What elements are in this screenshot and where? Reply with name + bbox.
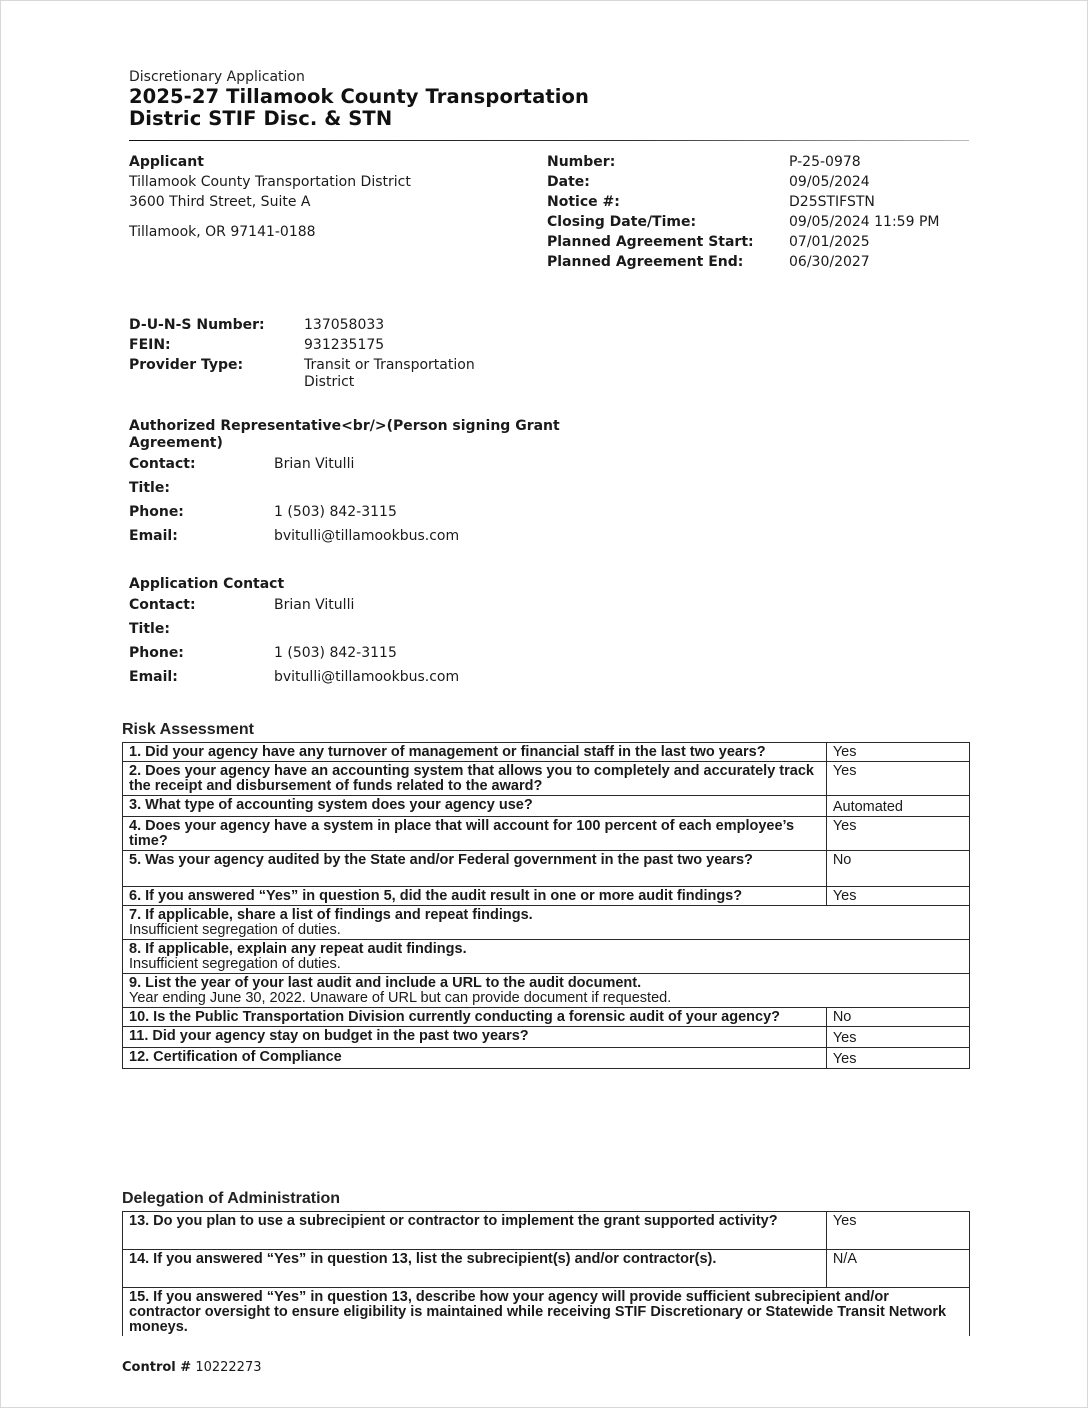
answer: Yes bbox=[826, 1212, 969, 1250]
applicant-address: 3600 Third Street, Suite A bbox=[129, 194, 311, 210]
answer: N/A bbox=[826, 1250, 969, 1288]
question: 6. If you answered “Yes” in question 5, did the audit result in one or more audit findings? bbox=[123, 887, 827, 906]
answer: Yes bbox=[826, 817, 969, 851]
title-label: Title: bbox=[129, 480, 170, 496]
app-title-row bbox=[129, 617, 569, 641]
question: 12. Certification of Compliance bbox=[123, 1048, 827, 1069]
email-value: bvitulli@tillamookbus.com bbox=[274, 669, 460, 685]
app-email-row bbox=[129, 665, 569, 689]
meta-label: Closing Date/Time: bbox=[547, 214, 697, 230]
auth-contact-row bbox=[129, 452, 569, 476]
question: 2. Does your agency have an accounting system that allows you to completely and accurately track the receipt and disbursement of funds related to the award? bbox=[123, 762, 827, 796]
auth-email-row bbox=[129, 524, 569, 548]
risk-assessment-table bbox=[122, 742, 970, 1069]
contact-value: Brian Vitulli bbox=[274, 456, 355, 472]
duns-label: D-U-N-S Number: bbox=[129, 317, 265, 333]
phone-label: Phone: bbox=[129, 645, 184, 661]
applicant-block bbox=[129, 152, 529, 242]
question: 11. Did your agency stay on budget in the past two years? bbox=[123, 1027, 827, 1048]
question-full bbox=[123, 1288, 970, 1337]
provider-type-label: Provider Type: bbox=[129, 357, 244, 373]
meta-agreement-end bbox=[547, 252, 967, 272]
provider-type-row bbox=[129, 355, 524, 391]
duns-row bbox=[129, 315, 524, 335]
answer: Insufficient segregation of duties. bbox=[129, 956, 341, 972]
header-divider bbox=[129, 140, 969, 141]
question: 13. Do you plan to use a subrecipient or contractor to implement the grant supported activity? bbox=[123, 1212, 827, 1250]
risk-assessment-heading: Risk Assessment bbox=[122, 721, 254, 738]
page-title-line-1: 2025-27 Tillamook County Transportation bbox=[129, 85, 590, 108]
table-row bbox=[123, 940, 970, 974]
fein-row bbox=[129, 335, 524, 355]
meta-notice bbox=[547, 192, 967, 212]
application-contact-heading: Application Contact bbox=[129, 576, 285, 592]
meta-value: 06/30/2027 bbox=[789, 254, 870, 270]
applicant-city-state-zip: Tillamook, OR 97141-0188 bbox=[129, 224, 316, 240]
delegation-heading: Delegation of Administration bbox=[122, 1190, 341, 1207]
applicant-name: Tillamook County Transportation District bbox=[129, 174, 411, 190]
contact-label: Contact: bbox=[129, 597, 196, 613]
contact-label: Contact: bbox=[129, 456, 196, 472]
email-label: Email: bbox=[129, 528, 178, 544]
table-row bbox=[123, 817, 970, 851]
question: 3. What type of accounting system does your agency use? bbox=[123, 796, 827, 817]
table-row bbox=[123, 796, 970, 817]
fein-value: 931235175 bbox=[304, 337, 385, 353]
title-label: Title: bbox=[129, 621, 170, 637]
answer: Yes bbox=[826, 743, 969, 762]
answer: Yes bbox=[826, 762, 969, 796]
table-row bbox=[123, 974, 970, 1008]
application-meta bbox=[547, 152, 967, 272]
document-header bbox=[129, 69, 969, 130]
question: 4. Does your agency have a system in place that will account for 100 percent of each employee’s time? bbox=[123, 817, 827, 851]
meta-label: Planned Agreement End: bbox=[547, 254, 744, 270]
answer: Year ending June 30, 2022. Unaware of URL but can provide document if requested. bbox=[129, 990, 672, 1006]
auth-title-row bbox=[129, 476, 569, 500]
question-full bbox=[123, 974, 970, 1008]
duns-value: 137058033 bbox=[304, 317, 385, 333]
meta-number bbox=[547, 152, 967, 172]
table-row bbox=[123, 906, 970, 940]
email-value: bvitulli@tillamookbus.com bbox=[274, 528, 460, 544]
question: 10. Is the Public Transportation Division currently conducting a forensic audit of your agency? bbox=[123, 1008, 827, 1027]
table-row bbox=[123, 851, 970, 887]
authorized-rep-heading: Authorized Representative<br/>(Person signing Grant Agreement) bbox=[129, 418, 560, 451]
provider-type-value: Transit or Transportation District bbox=[304, 357, 475, 390]
question: 14. If you answered “Yes” in question 13, list the subrecipient(s) and/or contractor(s). bbox=[123, 1250, 827, 1288]
meta-label: Number: bbox=[547, 154, 616, 170]
delegation-table bbox=[122, 1211, 970, 1336]
question: 7. If applicable, share a list of findings and repeat findings. bbox=[129, 907, 533, 923]
meta-value: D25STIFSTN bbox=[789, 194, 875, 210]
table-row bbox=[123, 1212, 970, 1250]
auth-phone-row bbox=[129, 500, 569, 524]
answer: Yes bbox=[826, 887, 969, 906]
table-row bbox=[123, 1250, 970, 1288]
meta-value: P-25-0978 bbox=[789, 154, 861, 170]
phone-value: 1 (503) 842-3115 bbox=[274, 504, 397, 520]
application-contact-block bbox=[129, 576, 569, 689]
meta-closing bbox=[547, 212, 967, 232]
fein-label: FEIN: bbox=[129, 337, 171, 353]
question-full bbox=[123, 906, 970, 940]
answer: Yes bbox=[826, 1027, 969, 1048]
question: 5. Was your agency audited by the State and/or Federal government in the past two years? bbox=[123, 851, 827, 887]
table-row bbox=[123, 1288, 970, 1337]
meta-label: Notice #: bbox=[547, 194, 620, 210]
authorized-representative-block bbox=[129, 418, 569, 548]
meta-label: Planned Agreement Start: bbox=[547, 234, 754, 250]
question: 15. If you answered “Yes” in question 13, describe how your agency will provide sufficient subrecipient and/or contractor oversight to ensure eligibility is maintained while receiving STIF Discretionary or Statewide Transit Network moneys. bbox=[129, 1289, 947, 1335]
table-row bbox=[123, 1008, 970, 1027]
meta-agreement-start bbox=[547, 232, 967, 252]
email-label: Email: bbox=[129, 669, 178, 685]
identifier-block bbox=[129, 315, 524, 391]
control-number bbox=[122, 1360, 261, 1375]
contact-value: Brian Vitulli bbox=[274, 597, 355, 613]
app-contact-row bbox=[129, 593, 569, 617]
control-label: Control # bbox=[122, 1360, 192, 1375]
question: 8. If applicable, explain any repeat audit findings. bbox=[129, 941, 467, 957]
meta-label: Date: bbox=[547, 174, 590, 190]
meta-value: 07/01/2025 bbox=[789, 234, 870, 250]
phone-label: Phone: bbox=[129, 504, 184, 520]
answer: Insufficient segregation of duties. bbox=[129, 922, 341, 938]
application-type: Discretionary Application bbox=[129, 69, 305, 85]
table-row bbox=[123, 762, 970, 796]
table-row bbox=[123, 1048, 970, 1069]
answer: No bbox=[826, 851, 969, 887]
answer: Automated bbox=[826, 796, 969, 817]
page-title-line-2: Distric STIF Disc. & STN bbox=[129, 107, 393, 130]
question: 1. Did your agency have any turnover of management or financial staff in the last two years? bbox=[123, 743, 827, 762]
control-value: 10222273 bbox=[195, 1360, 262, 1375]
table-row bbox=[123, 887, 970, 906]
meta-value: 09/05/2024 11:59 PM bbox=[789, 214, 940, 230]
question-full bbox=[123, 940, 970, 974]
question: 9. List the year of your last audit and include a URL to the audit document. bbox=[129, 975, 642, 991]
meta-value: 09/05/2024 bbox=[789, 174, 870, 190]
answer: No bbox=[826, 1008, 969, 1027]
table-row bbox=[123, 743, 970, 762]
table-row bbox=[123, 1027, 970, 1048]
phone-value: 1 (503) 842-3115 bbox=[274, 645, 397, 661]
meta-date bbox=[547, 172, 967, 192]
applicant-label: Applicant bbox=[129, 154, 204, 170]
app-phone-row bbox=[129, 641, 569, 665]
answer: Yes bbox=[826, 1048, 969, 1069]
